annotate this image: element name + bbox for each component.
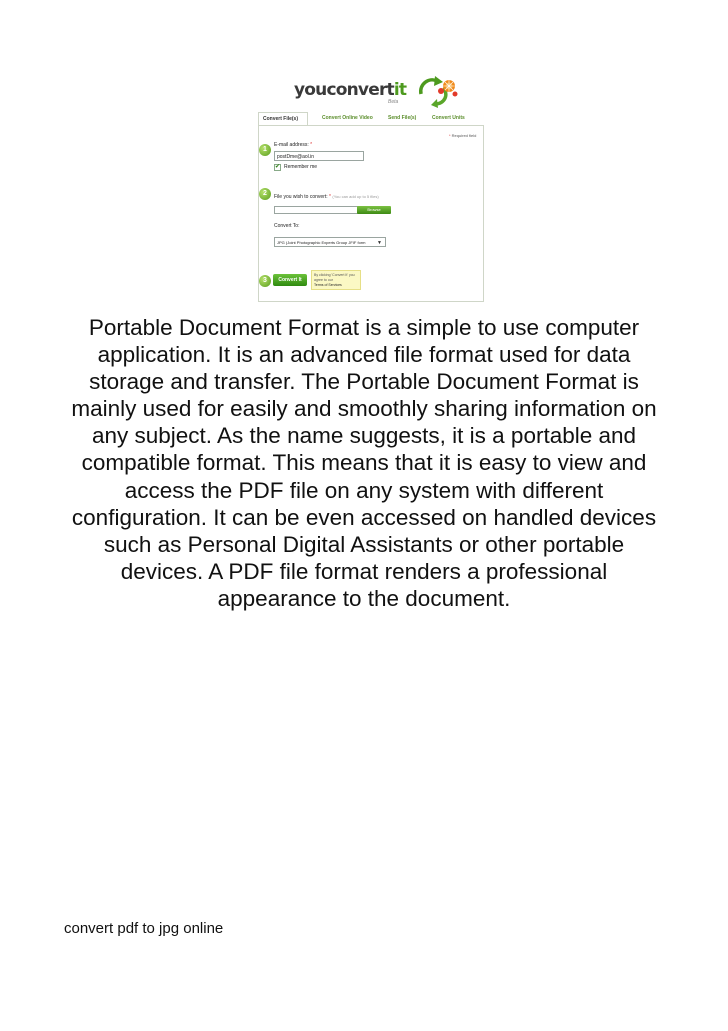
convert-it-button[interactable]: Convert It [273, 274, 307, 286]
body-paragraph: Portable Document Format is a simple to use computer application. It is an advanced file format used for data storage and transfer. The Portable Document Format is mainly used for easily and smoothly sharing information on any subject. As the name suggests, it is a portable and compatible format. This means that it is easy to view and access the PDF file on any system with different configuration. It can be even accessed on handled devices such as Personal Digital Assistants or other portable devices. A PDF file format renders a professional appearance to the document. [71, 315, 657, 611]
tab-convert-files[interactable]: Convert File(s) [258, 112, 308, 126]
browse-button[interactable]: Browse [357, 206, 391, 214]
step-number-1: 1 [259, 144, 271, 156]
file-hint: (You can add up to 5 files) [332, 194, 379, 199]
step-number-2: 2 [259, 188, 271, 200]
embedded-screenshot [248, 74, 488, 302]
terms-notice: By clicking 'Convert It' you agree to our Terms of Services [311, 270, 361, 290]
youconvertit-logo [294, 74, 464, 110]
convert-to-label: Convert To: [274, 223, 300, 229]
recycle-arrows-icon [415, 74, 459, 108]
tab-bar [258, 112, 478, 126]
chevron-down-icon[interactable]: ▼ [377, 240, 382, 246]
terms-link[interactable]: Terms of Services [314, 283, 342, 287]
logo-beta: Beta [388, 99, 399, 105]
email-label: E-mail address: * [274, 142, 313, 148]
email-input[interactable]: postDme@aol.in [274, 151, 364, 161]
footer-text: convert pdf to jpg online [64, 920, 224, 937]
remember-checkbox[interactable]: ✔ [275, 164, 281, 170]
step-number-3: 3 [259, 275, 271, 287]
tab-convert-units[interactable]: Convert Units [432, 115, 465, 121]
convert-to-select[interactable]: JPG (Joint Photographic Experts Group JFIF form [274, 237, 386, 247]
logo-text-it: it [393, 80, 407, 100]
tab-convert-online-video[interactable]: Convert Online Video [322, 115, 373, 121]
tab-send-files[interactable]: Send File(s) [388, 115, 417, 121]
file-label: File you wish to convert: * (You can add up to 5 files) [274, 194, 379, 200]
logo-text-convert: convert [326, 80, 394, 100]
required-note: * Required field [449, 133, 477, 138]
remember-label: Remember me [284, 164, 318, 170]
converter-form [258, 125, 484, 302]
logo-text-you: you [294, 80, 327, 100]
